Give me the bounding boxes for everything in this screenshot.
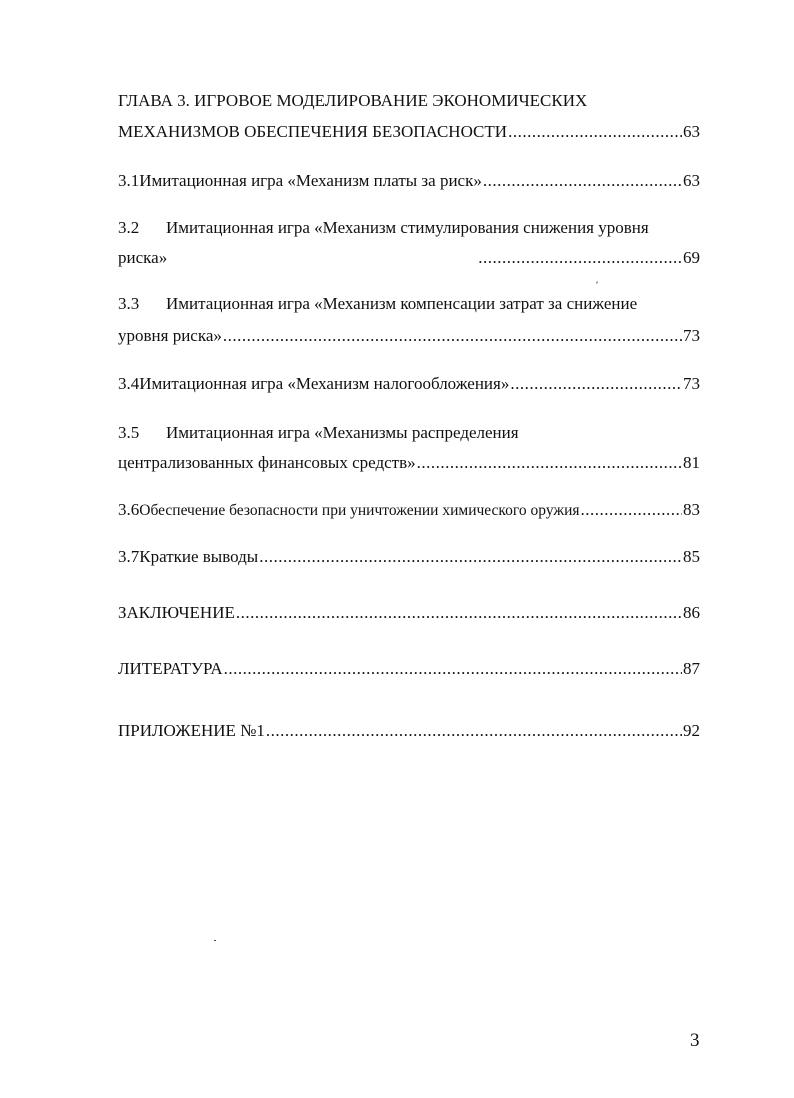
toc-item-title: Обеспечение безопасности при уничтожении химического оружия	[139, 502, 580, 519]
toc-item-title-cont: риска»	[118, 248, 168, 267]
toc-leader-dots	[236, 602, 682, 624]
toc-item-title: Имитационная игра «Механизм стимулирования снижения уровня	[166, 218, 649, 237]
toc-item-3-3	[118, 293, 700, 315]
toc-chapter-3-line1	[118, 90, 700, 112]
toc-leader-dots	[483, 170, 682, 192]
toc-item-number: 3.7	[118, 547, 140, 566]
toc-leader-dots	[224, 658, 682, 680]
toc-item-title: Имитационная игра «Механизм платы за риск»	[139, 171, 482, 190]
toc-leader-dots	[417, 452, 682, 474]
toc-leader-dots	[508, 121, 682, 143]
toc-item-number: 3.2	[118, 218, 140, 237]
toc-item-number: 3.6	[118, 500, 140, 519]
toc-item-title: Имитационная игра «Механизм компенсации затрат за снижение	[166, 294, 638, 313]
toc-leader-dots	[581, 499, 682, 521]
toc-page-number: 63	[683, 122, 700, 141]
toc-item-title-cont: централизованных финансовых средств»	[118, 453, 416, 472]
toc-chapter-3-title-line1: ГЛАВА 3. ИГРОВОЕ МОДЕЛИРОВАНИЕ ЭКОНОМИЧЕСКИХ	[118, 91, 588, 110]
toc-leader-dots	[223, 325, 682, 347]
toc-leader-dots	[259, 546, 682, 568]
toc-item-3-5	[118, 422, 700, 444]
toc-item-3-2	[118, 217, 700, 239]
toc-page-number: 92	[683, 721, 700, 740]
toc-page-number: 87	[683, 659, 700, 678]
scan-speck	[214, 940, 216, 941]
toc-item-number: 3.5	[118, 423, 140, 442]
toc-page-number: 63	[683, 171, 700, 190]
scan-speck	[596, 281, 598, 283]
toc-leader-dots	[266, 720, 682, 742]
toc-page-number: 81	[683, 453, 700, 472]
page-number: 3	[690, 1030, 700, 1051]
toc-page-number: 83	[683, 500, 700, 519]
toc-item-title: Краткие выводы	[139, 547, 259, 566]
toc-item-number: 3.4	[118, 374, 140, 393]
toc-leader-dots	[510, 373, 682, 395]
toc-conclusion	[118, 602, 700, 624]
toc-item-number: 3.3	[118, 294, 140, 313]
toc-item-3-1	[118, 170, 700, 192]
toc-chapter-3-line2	[118, 121, 700, 143]
toc-item-3-6	[118, 499, 700, 522]
toc-item-3-2-cont	[118, 247, 700, 269]
toc-item-3-4	[118, 373, 700, 395]
toc-item-3-5-cont	[118, 452, 700, 474]
toc-page-number: 86	[683, 603, 700, 622]
toc-literature	[118, 658, 700, 680]
toc-leader-dots	[478, 247, 682, 269]
toc-item-number: 3.1	[118, 171, 140, 190]
toc-item-3-7	[118, 546, 700, 568]
toc-appendix-title: ПРИЛОЖЕНИЕ №1	[118, 721, 265, 740]
toc-item-title: Имитационная игра «Механизмы распределения	[166, 423, 519, 442]
toc-appendix	[118, 720, 700, 742]
toc-item-3-3-cont	[118, 325, 700, 347]
toc-conclusion-title: ЗАКЛЮЧЕНИЕ	[118, 603, 235, 622]
toc-literature-title: ЛИТЕРАТУРА	[118, 659, 223, 678]
toc-page-number: 69	[683, 248, 700, 267]
toc-page-number: 73	[683, 326, 700, 345]
toc-page-number: 73	[683, 374, 700, 393]
toc-item-title-cont: уровня риска»	[118, 326, 222, 345]
toc-chapter-3-title-line2: МЕХАНИЗМОВ ОБЕСПЕЧЕНИЯ БЕЗОПАСНОСТИ	[118, 122, 508, 141]
toc-item-title: Имитационная игра «Механизм налогообложения»	[139, 374, 510, 393]
toc-page-number: 85	[683, 547, 700, 566]
